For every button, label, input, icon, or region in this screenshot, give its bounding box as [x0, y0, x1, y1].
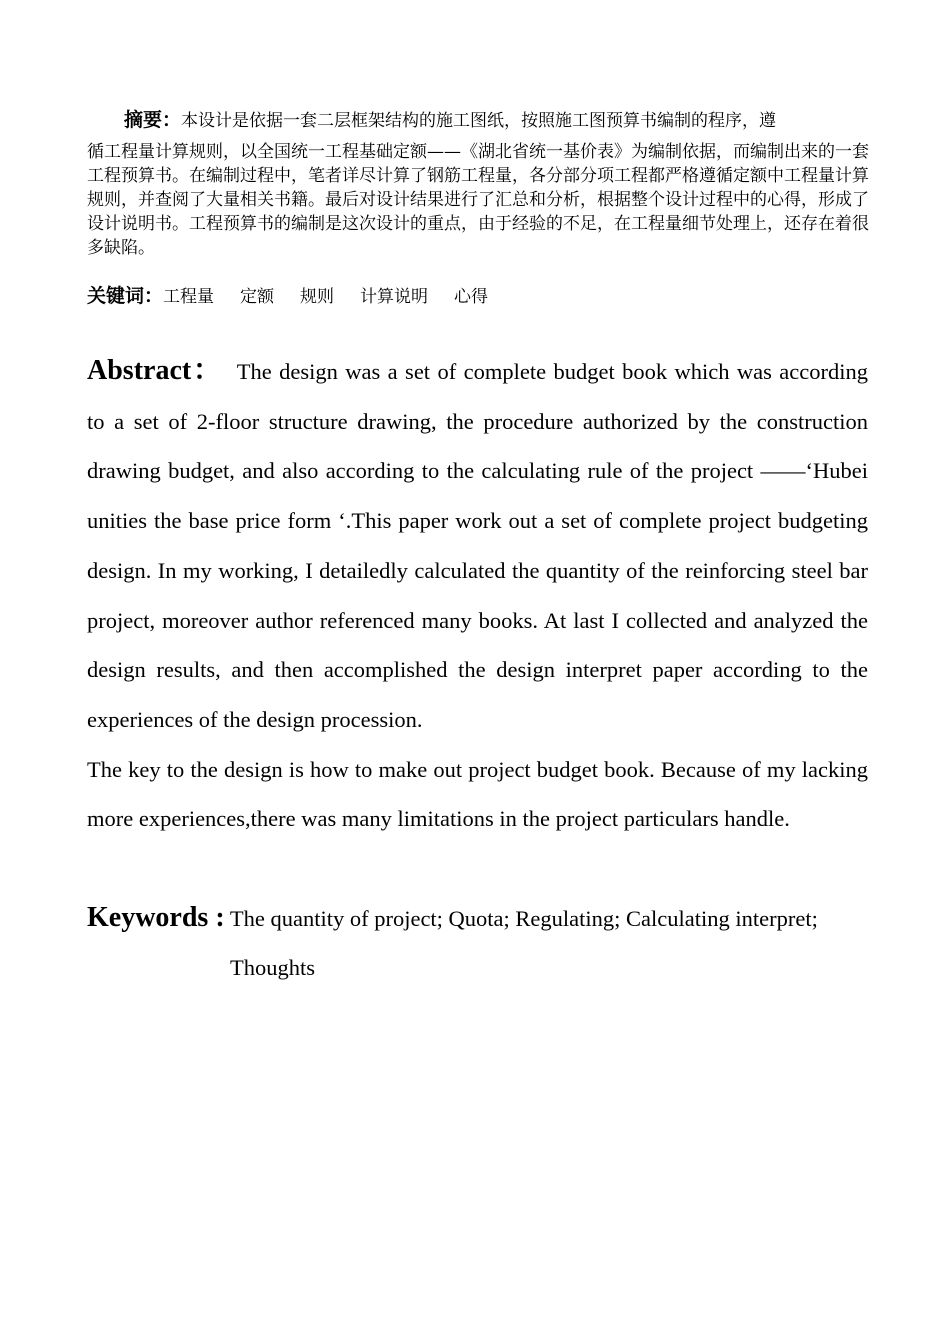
english-keywords: [87, 893, 868, 992]
chinese-keyword: 规则: [300, 287, 335, 307]
chinese-abstract-body: 循工程量计算规则，以全国统一工程基础定额——《湖北省统一基价表》为编制依据，而编制出来的一套工程预算书。在编制过程中，笔者详尽计算了钢筋工程量，各分部分项工程都严格遵循定额中工程量计算规则，并查阅了大量相关书籍。最后对设计结果进行了汇总和分析，根据整个设计过程中的心得，形成了设计说明书。工程预算书的编制是这次设计的重点，由于经验的不足，在工程量细节处理上，还存在着很多缺陷。: [87, 142, 869, 258]
english-abstract-body: The design was a set of complete budget book which was according to a set of 2-floor structure drawing, the procedure authorized by the construction drawing budget, and also according to the calculating rule of the project ——‘Hubei unities the base price form ‘.This paper work out a set of complete project budgeting design. In my working, I detailedly calculated the quantity of the reinforcing steel bar project, moreover author referenced many books. At last I collected and analyzed the design results, and then accomplished the design interpret paper according to the experiences of the design procession.: [87, 359, 868, 732]
chinese-abstract-first-line: [87, 108, 869, 133]
chinese-keywords-label: 关键词：: [87, 285, 164, 307]
chinese-keyword: 计算说明: [360, 287, 429, 307]
chinese-keyword: 定额: [240, 287, 275, 307]
chinese-keyword: 工程量: [163, 287, 215, 307]
english-keywords-label: Keywords :: [87, 902, 225, 933]
chinese-abstract-line1-text: 本设计是依据一套二层框架结构的施工图纸，按照施工图预算书编制的程序，遵: [181, 111, 777, 131]
english-abstract: [87, 346, 868, 844]
chinese-keyword: 心得: [454, 287, 489, 307]
chinese-keywords: [87, 284, 869, 309]
english-keywords-line2: Thoughts: [230, 955, 316, 980]
chinese-abstract-label: 摘要：: [124, 109, 182, 131]
english-abstract-label: Abstract：: [87, 355, 223, 386]
chinese-abstract: [87, 108, 869, 260]
english-abstract-body-2: The key to the design is how to make out project budget book. Because of my lacking more experiences,there was many limitations in the project particulars handle.: [87, 756, 868, 832]
english-keywords-line1: The quantity of project; Quota; Regulating; Calculating interpret;: [229, 906, 818, 931]
